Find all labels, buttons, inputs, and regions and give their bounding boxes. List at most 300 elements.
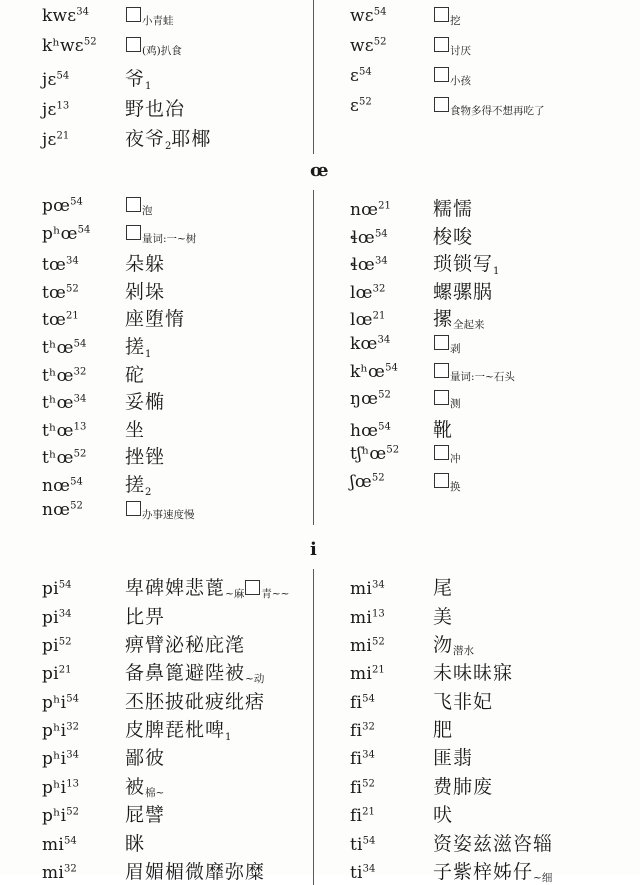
gloss — [433, 743, 473, 770]
ipa-syllable: $mi^{13}$ — [350, 607, 385, 628]
ipa-syllable: $fi^{32}$ — [350, 721, 375, 742]
gloss-characters: 挫锉 — [125, 446, 166, 469]
gloss — [125, 194, 153, 216]
gloss-note-small: ~细 — [533, 872, 553, 885]
tone-superscript: 52 — [66, 283, 79, 295]
ipa-syllable: $fi^{52}$ — [350, 777, 375, 798]
gloss — [125, 94, 185, 121]
entry-row — [350, 387, 640, 415]
ipa-syllable: tʰœ$^{52}$ — [42, 448, 87, 469]
band-i-entries — [0, 569, 640, 885]
entry-row — [350, 658, 640, 686]
entry-row — [350, 34, 640, 64]
entry-row — [42, 194, 313, 222]
gloss-index-subscript: 1 — [145, 81, 152, 92]
ipa-syllable: ʃœ$^{52}$ — [350, 471, 385, 492]
column-right — [313, 569, 640, 885]
gloss-characters: 眉媚楣微靡弥糜 — [125, 861, 266, 884]
gloss-characters: 搓 — [125, 335, 146, 358]
unknown-character-box — [434, 335, 449, 350]
ipa-syllable: $lœ^{21}$ — [350, 310, 386, 331]
gloss-characters: 琐锁写 — [433, 253, 494, 276]
gloss — [125, 573, 289, 600]
gloss — [125, 800, 165, 827]
tone-superscript: 21 — [372, 310, 386, 322]
tone-superscript: 54 — [385, 361, 398, 373]
tone-superscript: 21 — [58, 664, 72, 676]
tone-superscript: 54 — [73, 338, 87, 350]
gloss-note-small: 全起来 — [453, 319, 485, 332]
gloss — [433, 715, 453, 742]
column-left — [0, 0, 313, 154]
ipa-syllable: $mi^{32}$ — [42, 863, 77, 884]
tone-superscript: 52 — [70, 499, 83, 511]
gloss — [433, 64, 471, 86]
ipa-syllable: $hœ^{54}$ — [350, 420, 391, 441]
ipa-syllable: pʰi$^{34}$ — [42, 749, 80, 770]
entry-row — [350, 332, 640, 360]
gloss — [433, 630, 474, 657]
ipa-syllable: $pi^{21}$ — [42, 664, 72, 685]
gloss-note-small: 讨厌 — [450, 45, 471, 57]
gloss-characters: 夜爷 — [125, 128, 166, 150]
tone-superscript: 34 — [73, 393, 87, 405]
tone-superscript: 34 — [362, 749, 375, 761]
gloss-note-small: 食物多得不想再吃了 — [450, 105, 545, 117]
ipa-syllable: ɬœ$^{54}$ — [350, 227, 388, 248]
ipa-syllable: tʃʰœ$^{52}$ — [350, 444, 400, 465]
column-left — [0, 569, 313, 885]
entry-row — [350, 304, 640, 332]
gloss — [125, 470, 151, 497]
gloss-characters: 坐 — [125, 418, 146, 441]
tone-superscript: 32 — [372, 283, 386, 295]
column-left — [0, 190, 313, 525]
gloss-index-subscript: 2 — [165, 141, 172, 152]
tone-superscript: 54 — [362, 834, 376, 846]
tone-superscript: 54 — [374, 227, 388, 239]
gloss-characters: 搓 — [125, 473, 146, 496]
entry-row — [42, 498, 313, 526]
entry-row — [42, 829, 313, 857]
ipa-syllable: kʰœ$^{54}$ — [350, 361, 398, 382]
unknown-character-box — [434, 445, 449, 460]
gloss-characters: 资姿兹滋咨辎 — [433, 832, 554, 855]
entry-row — [42, 34, 313, 64]
tone-superscript: 21 — [362, 806, 375, 818]
column-right — [313, 190, 640, 525]
gloss — [125, 743, 165, 770]
entry-row — [42, 743, 313, 771]
unknown-character-box — [434, 97, 449, 112]
gloss-characters: 费肺废 — [433, 775, 494, 798]
gloss-characters: 肥 — [433, 719, 454, 742]
gloss — [125, 304, 185, 331]
gloss — [125, 498, 195, 520]
gloss — [125, 715, 231, 742]
tone-superscript: 21 — [371, 664, 385, 676]
gloss-index-subscript: 1 — [493, 266, 500, 278]
ipa-syllable: $fi^{34}$ — [350, 749, 375, 770]
unknown-character-box — [434, 390, 449, 405]
gloss — [433, 415, 453, 442]
tone-superscript: 34 — [66, 749, 80, 761]
tone-superscript: 54 — [70, 196, 83, 208]
gloss — [433, 687, 493, 714]
gloss-index-subscript: 2 — [145, 486, 152, 498]
gloss — [125, 442, 165, 469]
entry-row — [350, 857, 640, 885]
unknown-character-box — [126, 7, 141, 22]
entry-row — [42, 772, 313, 800]
tone-superscript: 52 — [371, 472, 385, 484]
ipa-syllable: $nœ^{54}$ — [42, 475, 83, 496]
entry-row — [350, 360, 640, 388]
entry-row — [42, 332, 313, 360]
gloss-characters: 眯 — [125, 832, 146, 855]
gloss — [125, 772, 164, 799]
gloss-characters: 痹臂泌秘庇滗 — [125, 633, 246, 656]
entry-row — [42, 124, 313, 154]
entry-row — [42, 800, 313, 828]
ipa-syllable: $pi^{52}$ — [42, 635, 72, 656]
ipa-syllable: $mi^{34}$ — [350, 579, 385, 600]
gloss-index-subscript: 1 — [145, 348, 152, 360]
tone-superscript: 52 — [73, 448, 87, 460]
tone-superscript: 32 — [66, 721, 80, 733]
ipa-syllable: kwɛ$^{34}$ — [42, 6, 89, 26]
ipa-syllable: $fi^{54}$ — [350, 692, 375, 713]
tone-superscript: 32 — [63, 863, 77, 875]
gloss — [125, 387, 165, 414]
entry-row — [42, 715, 313, 743]
gloss-characters: 未味昧寐 — [433, 662, 514, 685]
ipa-syllable: jɛ$^{13}$ — [42, 100, 70, 120]
tone-superscript: 21 — [56, 130, 70, 142]
ipa-syllable: $ŋœ^{52}$ — [350, 389, 391, 410]
gloss-characters: 备鼻篦避陛被 — [125, 662, 246, 685]
gloss — [433, 94, 545, 116]
entry-row — [42, 658, 313, 686]
entry-row — [350, 4, 640, 34]
gloss-characters: 匪翡 — [433, 747, 474, 770]
gloss — [125, 630, 245, 657]
gloss — [433, 857, 552, 884]
gloss — [125, 124, 211, 151]
entry-row — [42, 94, 313, 124]
tone-superscript: 34 — [58, 607, 72, 619]
gloss-note-small: ~麻 — [225, 588, 245, 601]
ipa-syllable: $mi^{54}$ — [42, 834, 77, 855]
entry-row — [42, 573, 313, 601]
gloss-note-small: 办事速度慢 — [142, 508, 195, 521]
entry-row — [350, 249, 640, 277]
tone-superscript: 34 — [362, 863, 376, 875]
gloss-note-small: 量词:一~树 — [142, 232, 197, 245]
entry-row — [42, 470, 313, 498]
gloss-note-small: 冲 — [450, 453, 461, 466]
entry-row — [42, 64, 313, 94]
unknown-character-box — [245, 580, 260, 595]
ipa-syllable: $nœ^{21}$ — [350, 200, 391, 220]
unknown-character-box — [126, 37, 141, 52]
entry-row — [42, 277, 313, 305]
gloss-characters: 朵躲 — [125, 253, 166, 276]
entry-row — [350, 573, 640, 601]
gloss-note-small: 青~~ — [261, 588, 290, 601]
ipa-syllable: $pi^{54}$ — [42, 579, 72, 600]
tone-superscript: 54 — [70, 476, 83, 488]
gloss-characters: 座堕惰 — [125, 308, 186, 331]
gloss-characters: 螺骡脶 — [433, 280, 494, 303]
gloss — [125, 222, 196, 244]
unknown-character-box — [126, 501, 141, 516]
gloss-characters: 靴 — [433, 418, 454, 441]
gloss — [433, 222, 473, 249]
gloss-characters: 屁譬 — [125, 804, 166, 827]
unknown-character-box — [434, 7, 449, 22]
gloss-note-small: 小青蛙 — [142, 15, 174, 27]
tone-superscript: 52 — [362, 778, 375, 790]
tone-superscript: 52 — [58, 636, 72, 648]
tone-superscript: 34 — [76, 6, 89, 18]
gloss — [433, 249, 499, 276]
tone-superscript: 13 — [66, 778, 80, 790]
ipa-syllable: tʰœ$^{34}$ — [42, 393, 87, 414]
gloss — [125, 34, 182, 56]
gloss — [433, 772, 493, 799]
ipa-syllable: $nœ^{52}$ — [42, 499, 83, 520]
ipa-syllable: $ti^{54}$ — [350, 834, 376, 855]
ipa-syllable: jɛ$^{21}$ — [42, 130, 70, 150]
entry-row — [350, 277, 640, 305]
gloss-characters: 美 — [433, 605, 454, 628]
gloss — [125, 658, 264, 685]
ipa-syllable: $mi^{52}$ — [350, 635, 385, 656]
gloss-characters: 妥椭 — [125, 391, 166, 414]
gloss-note-small: ~动 — [245, 673, 265, 686]
gloss-note-small: 泡 — [142, 205, 153, 217]
gloss-characters: 鄙彼 — [125, 747, 166, 770]
unknown-character-box — [434, 67, 449, 82]
gloss-characters: 被 — [125, 775, 146, 798]
entry-row — [350, 772, 640, 800]
gloss — [125, 687, 265, 714]
gloss — [125, 332, 151, 359]
unknown-character-box — [434, 363, 449, 378]
tone-superscript: 54 — [66, 693, 80, 705]
tone-superscript: 34 — [374, 255, 388, 267]
gloss — [125, 277, 165, 304]
gloss-characters: 飞非妃 — [433, 690, 494, 713]
ipa-syllable: tʰœ$^{32}$ — [42, 365, 87, 386]
tone-superscript: 32 — [73, 365, 87, 377]
gloss — [125, 857, 265, 884]
ipa-syllable: wɛ$^{52}$ — [350, 36, 387, 56]
ipa-syllable: jɛ$^{54}$ — [42, 70, 70, 90]
tone-superscript: 21 — [66, 310, 79, 322]
ipa-syllable: pʰi$^{13}$ — [42, 777, 80, 798]
gloss — [433, 800, 453, 827]
gloss — [433, 277, 493, 304]
tone-superscript: 54 — [58, 579, 72, 591]
entry-row — [42, 630, 313, 658]
entry-row — [350, 415, 640, 443]
gloss-characters: 尾 — [433, 577, 454, 600]
gloss-note-small: 挖 — [450, 15, 461, 27]
entry-row — [42, 4, 313, 34]
entry-row — [350, 630, 640, 658]
gloss — [433, 360, 515, 382]
tone-superscript: 54 — [56, 70, 70, 82]
gloss-characters: 耶椰 — [171, 128, 212, 150]
gloss — [125, 4, 174, 26]
gloss-characters: 子紫梓姊仔 — [433, 861, 534, 884]
unknown-character-box — [434, 37, 449, 52]
ipa-syllable: tʰœ$^{54}$ — [42, 337, 87, 358]
gloss — [433, 470, 461, 492]
gloss-characters: 野也冶 — [125, 98, 186, 120]
band-epsilon-entries — [0, 0, 640, 154]
gloss — [433, 332, 461, 354]
ipa-syllable: pʰi$^{54}$ — [42, 692, 80, 713]
tone-superscript: 52 — [386, 444, 400, 456]
entry-row — [350, 743, 640, 771]
ipa-syllable: ɛ$^{52}$ — [350, 96, 372, 116]
gloss-note-small: 潜水 — [453, 644, 475, 657]
tone-superscript: 52 — [83, 36, 97, 48]
gloss-characters: 卑碑婢悲蓖 — [125, 577, 226, 600]
gloss — [433, 4, 461, 26]
unknown-character-box — [126, 197, 141, 212]
gloss-note-small: 剥 — [450, 342, 461, 355]
gloss — [433, 194, 473, 221]
gloss — [125, 602, 165, 629]
gloss-characters: 丕胚披砒疲纰痞 — [125, 690, 266, 713]
entry-row — [350, 715, 640, 743]
entry-row — [42, 304, 313, 332]
gloss — [433, 304, 485, 331]
ipa-syllable: pʰi$^{52}$ — [42, 806, 80, 827]
tone-superscript: 52 — [359, 96, 372, 108]
gloss-note-small: 小孩 — [450, 75, 471, 87]
ipa-syllable: $tœ^{21}$ — [42, 310, 79, 331]
ipa-syllable: ɛ$^{54}$ — [350, 66, 372, 86]
gloss-characters: 糯懦 — [433, 198, 474, 220]
tone-superscript: 32 — [362, 721, 375, 733]
entry-row — [350, 687, 640, 715]
ipa-syllable: $fi^{21}$ — [350, 806, 375, 827]
gloss — [433, 602, 453, 629]
entry-row — [350, 222, 640, 250]
ipa-syllable: $lœ^{32}$ — [350, 282, 386, 303]
gloss-characters: 沕 — [433, 633, 454, 656]
entry-row — [350, 194, 640, 222]
entry-row — [42, 387, 313, 415]
gloss — [125, 64, 151, 91]
gloss — [433, 658, 513, 685]
tone-superscript: 54 — [362, 693, 375, 705]
ipa-syllable: $mi^{21}$ — [350, 664, 385, 685]
tone-superscript: 52 — [66, 806, 80, 818]
ipa-syllable: $tœ^{34}$ — [42, 255, 79, 276]
gloss-note-small: (鸡)扒食 — [142, 45, 182, 57]
gloss — [433, 442, 461, 464]
ipa-syllable: kʰwɛ$^{52}$ — [42, 36, 97, 56]
tone-superscript: 54 — [359, 66, 372, 78]
tone-superscript: 21 — [378, 200, 391, 212]
entry-row — [350, 829, 640, 857]
tone-superscript: 13 — [371, 607, 385, 619]
entry-row — [42, 857, 313, 885]
tone-superscript: 54 — [77, 223, 91, 235]
tone-superscript: 52 — [371, 636, 385, 648]
gloss-characters: 摞 — [433, 308, 454, 331]
ipa-syllable: pʰi$^{32}$ — [42, 721, 80, 742]
section-header-i: i — [310, 539, 317, 561]
entry-row — [42, 442, 313, 470]
section-header-oe: œ — [310, 160, 329, 181]
unknown-character-box — [434, 473, 449, 488]
column-right — [313, 0, 640, 154]
gloss — [433, 829, 553, 856]
entry-row — [42, 602, 313, 630]
ipa-syllable: wɛ$^{54}$ — [350, 6, 387, 26]
gloss — [433, 573, 453, 600]
tone-superscript: 34 — [371, 579, 385, 591]
gloss — [125, 829, 145, 856]
entry-row — [350, 602, 640, 630]
gloss-note-small: 量词:一~石头 — [450, 370, 515, 383]
ipa-syllable: $tœ^{52}$ — [42, 282, 79, 303]
unknown-character-box — [126, 225, 141, 240]
entry-row — [42, 687, 313, 715]
gloss-note-small: 换 — [450, 480, 461, 493]
gloss-characters: 砣 — [125, 363, 146, 386]
ipa-syllable: $pi^{34}$ — [42, 607, 72, 628]
tone-superscript: 54 — [378, 421, 391, 433]
tone-superscript: 34 — [377, 334, 391, 346]
tone-superscript: 54 — [373, 6, 387, 18]
gloss-characters: 皮脾琵枇啤 — [125, 719, 226, 742]
entry-row — [350, 64, 640, 94]
gloss — [125, 360, 145, 387]
gloss — [125, 249, 165, 276]
tone-superscript: 13 — [56, 100, 70, 112]
tone-superscript: 54 — [63, 834, 77, 846]
gloss — [433, 34, 471, 56]
gloss — [433, 387, 461, 409]
gloss-index-subscript: 1 — [225, 732, 232, 744]
entry-row — [350, 470, 640, 498]
gloss-characters: 比畀 — [125, 605, 166, 628]
entry-row — [350, 800, 640, 828]
ipa-syllable: $ti^{34}$ — [350, 863, 376, 884]
ipa-syllable: $pœ^{54}$ — [42, 196, 83, 216]
entry-row — [42, 222, 313, 250]
gloss-characters: 梭唆 — [433, 225, 474, 248]
ipa-syllable: pʰœ$^{54}$ — [42, 223, 91, 244]
ipa-syllable: $kœ^{34}$ — [350, 333, 391, 354]
tone-superscript: 34 — [66, 255, 79, 267]
tone-superscript: 52 — [378, 389, 391, 401]
tone-superscript: 13 — [73, 421, 87, 433]
entry-row — [42, 249, 313, 277]
gloss — [125, 415, 145, 442]
entry-row — [42, 415, 313, 443]
band-oe-entries — [0, 190, 640, 525]
gloss-characters: 吠 — [433, 804, 454, 827]
